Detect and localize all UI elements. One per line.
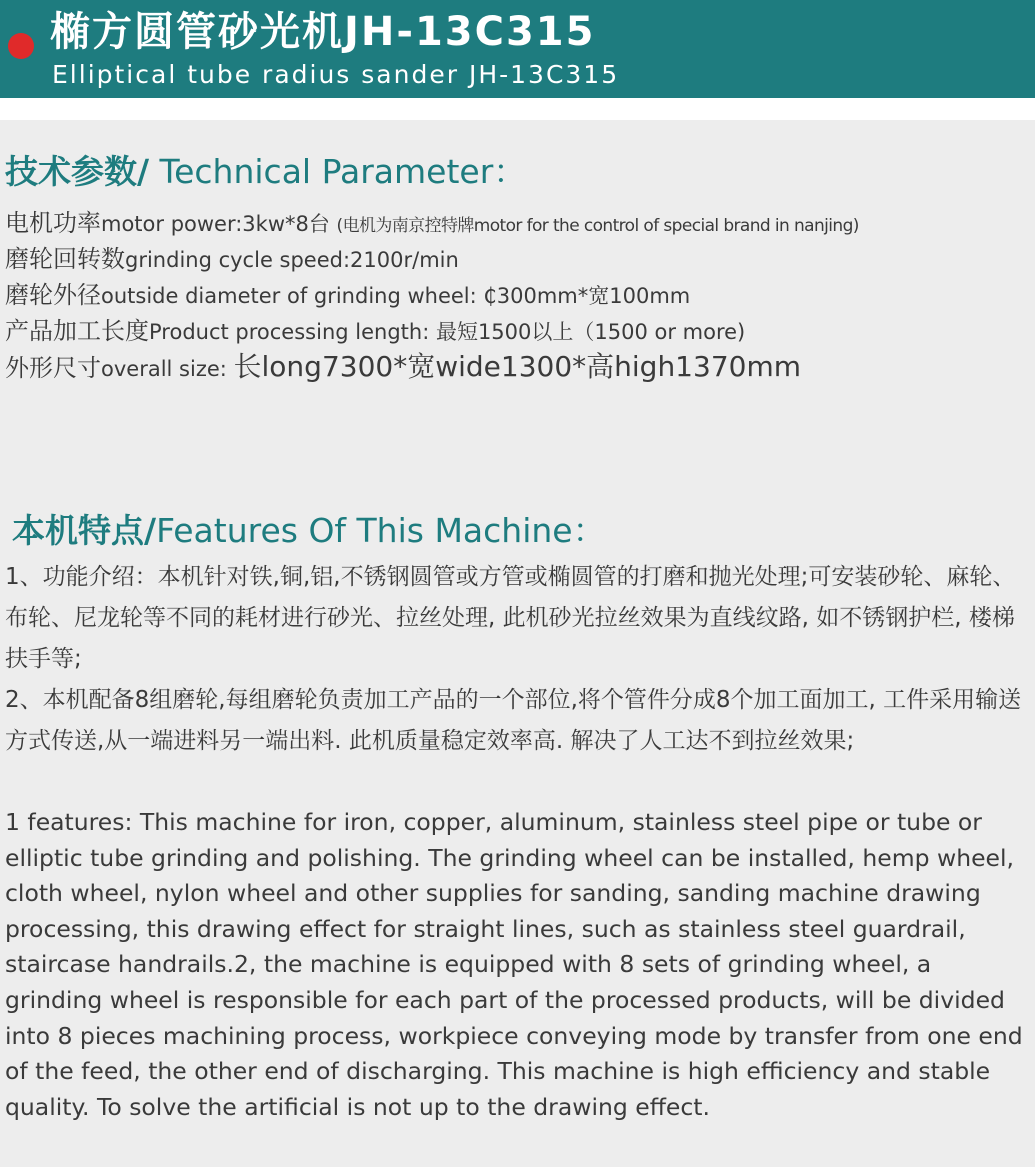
technical-heading-cn: 技术参数/ <box>5 152 150 191</box>
features-cn-paragraph: 1、功能介绍：本机针对铁,铜,铝,不锈钢圆管或方管或椭圆管的打磨和抛光处理;可安装砂轮、麻轮、布轮、尼龙轮等不同的耗材进行砂光、拉丝处理, 此机砂光拉丝效果为直线纹路, 如不锈钢护栏, 楼梯扶手等; <box>5 564 1016 672</box>
param-note: (电机为南京控特牌motor for the control of special brand in nanjing) <box>336 216 859 236</box>
features-cn-text <box>5 557 1030 762</box>
param-motor-power <box>5 205 1035 241</box>
param-value: motor power:3kw*8台 <box>101 212 337 236</box>
features-en-paragraph: 1 features: This machine for iron, copper, aluminum, stainless steel pipe or tube or elliptic tube grinding and polishing. The grinding wheel can be installed, hemp wheel, cloth wheel, nylon wheel and other supplies for sanding, sanding machine drawing processing, this drawing effect for straight lines, such as stainless steel guardrail, staircase handrails.2, the machine is equipped with 8 sets of grinding wheel, a grinding wheel is responsible for each part of the processed products, will be divided into 8 pieces machining process, workpiece conveying mode by transfer from one end of the feed, the other end of discharging. This machine is high efficiency and stable quality. To solve the artificial is not up to the drawing effect. <box>5 808 1023 1121</box>
red-dot-icon <box>8 33 34 59</box>
param-label-cn: 外形尺寸 <box>5 354 101 382</box>
param-label-cn: 磨轮回转数 <box>5 245 125 273</box>
parameter-list <box>5 205 1035 385</box>
param-processing-length <box>5 313 1035 349</box>
header-divider <box>0 98 1035 120</box>
param-label-cn: 电机功率 <box>5 209 101 237</box>
param-value: overall size: <box>101 357 234 381</box>
features-cn-paragraph: 2、本机配备8组磨轮,每组磨轮负责加工产品的一个部位,将个管件分成8个加工面加工, 工件采用输送方式传送,从一端进料另一端出料. 此机质量稳定效率高. 解决了人工达不到拉丝效果; <box>5 687 1022 754</box>
features-heading-en: Features Of This Machine： <box>156 511 606 550</box>
features-en-text <box>5 805 1033 1125</box>
page-title-cn: 椭方圆管砂光机JH-13C315 <box>50 9 596 55</box>
param-label-cn: 磨轮外径 <box>5 281 101 309</box>
page-title-en: Elliptical tube radius sander JH-13C315 <box>52 60 620 89</box>
param-label-cn: 产品加工长度 <box>5 317 149 345</box>
features-heading <box>12 510 606 552</box>
param-cycle-speed <box>5 241 1035 277</box>
technical-heading <box>5 151 526 193</box>
title-banner <box>0 0 1035 98</box>
param-value: outside diameter of grinding wheel: ₵300mm*宽100mm <box>101 284 691 308</box>
param-value: grinding cycle speed:2100r/min <box>125 248 459 272</box>
param-value: Product processing length: 最短1500以上（1500 or more) <box>149 320 746 344</box>
technical-heading-en: Technical Parameter： <box>149 152 527 191</box>
features-heading-cn: 本机特点/ <box>12 511 157 550</box>
param-dimensions: 长long7300*宽wide1300*高high1370mm <box>233 350 801 383</box>
param-wheel-diameter <box>5 277 1035 313</box>
param-overall-size <box>5 349 1035 385</box>
